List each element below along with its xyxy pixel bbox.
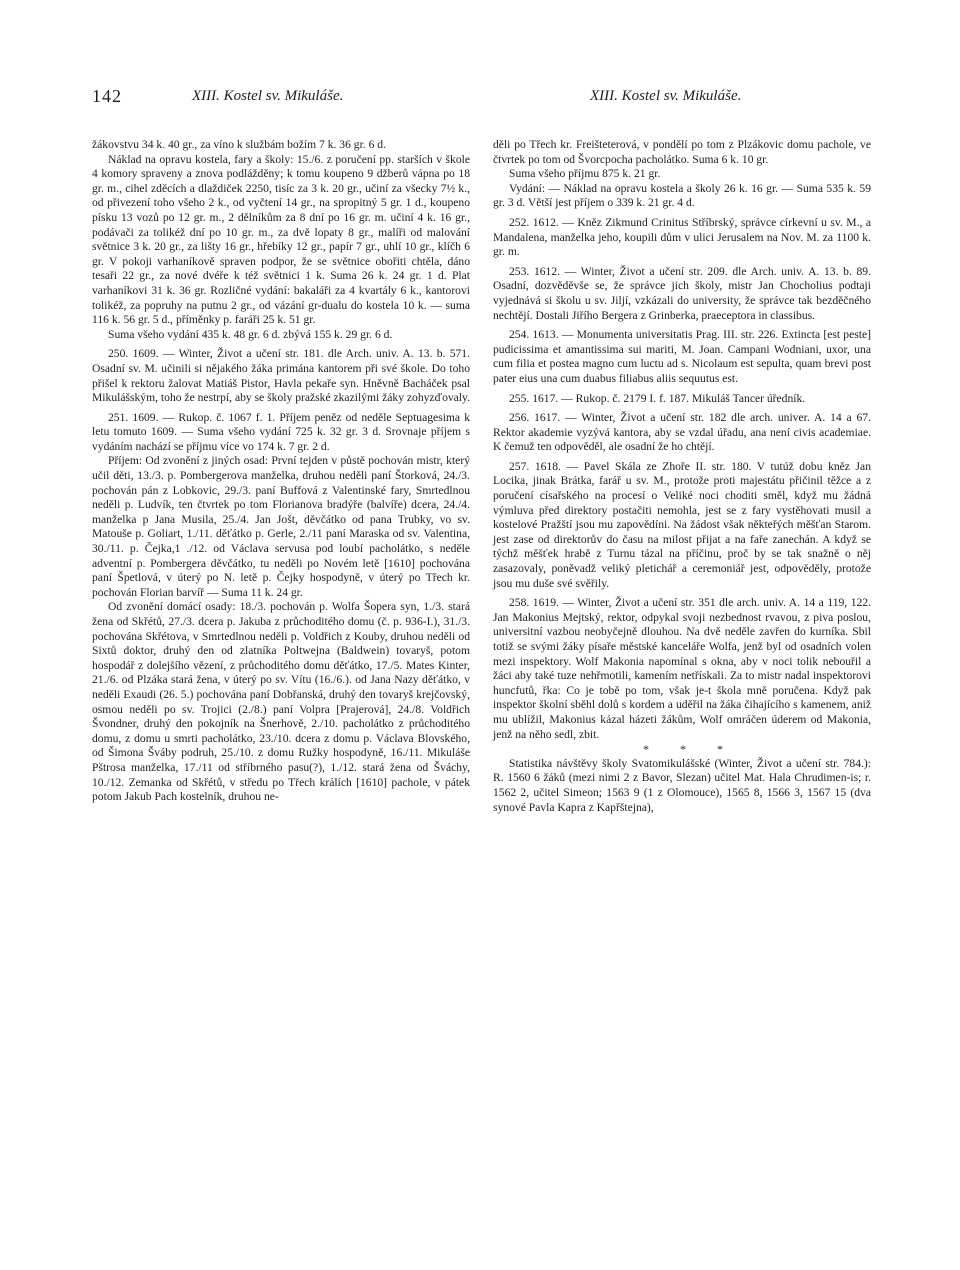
text-paragraph: Příjem: Od zvonění z jiných osad: První tejden v půstě pochován mistr, který učil děti, 13./3. p. Pombergerova manželka, druhou neděli paní Štorková, 24./3. pochován pán z Lobkovic, 29./3. paní Buffová z Valentinské fary, Smrtedlnou neděli p. Ludvík, ten čtvrtek po tom Florianova bradýře (balvíře) dcera, 24./4. manželka p Jana Musila, 25./4. Jan Jošt, děvčátko od pana Trubky, vo sv. Matouše p. Goliart, 1./11. děťátko p. Gerle, 2./11 paní Maraska od sv. Valentina, 30./11. p. Čejka,1 ./12. od Václava servusa pod loubí pacholátko, s neděle adventní p. Pombergera děvčátko, tu neděli po Novém letě [1610] pochována paní Špetlová, v úterý po N. letě p. Čejky hospodyně, v úterý po Třech kr. pochován Florian barvíř — Suma 11 k. 24 gr. (92, 454, 470, 599)
text-paragraph: 251. 1609. — Rukop. č. 1067 f. 1. Příjem peněz od neděle Septuagesima k letu tomuto 1609. — Suma všeho vydání 725 k. 32 gr. 3 d. Srovnaje příjem s vydáním nachází se příjmu více vo 174 k. 7 gr. 2 d. (92, 410, 470, 453)
text-paragraph: Od zvonění domácí osady: 18./3. pochován p. Wolfa Šopera syn, 1./3. stará žena od Skřétů, 27./3. dcera p. Jakuba z průchoditého domu (č. p. 936-I.), 31./3. pochována Skřétova, v Smrtedlnou neděli p. Voldřich z Kouby, druhou neděli od Sixtů doktor, druhý den od zlatníka Poltwejna (Baldwein) tovaryš, potom hospodář z dolejšího vězení, z průchoditého domu děťátko, 17./5. Mates Kinter, 21./6. od Plzáka stará žena, v úterý po sv. Vítu (16./6.). od Jana Nazy děťátko, v neděli Exaudi (26. 5.) pochována paní Dobřanská, druhý den tovaryš krejčovský, osmou neděli po sv. Trojici (2./8.) paní Volpra [Prajerová], 24./8. Voldřich Švondner, druhý den pokojník na Šnerhově, 2./10. pacholátko z průchoditého domu, z domu u smrti pacholátko, 23./10. dcera z domu p. Václava Blovského, od Šimona Šváby podruh, 25./10. z domu Ružky hospodyně, 16./11. Mikuláše Pštrosa manželka, 17./11 od stříbrného pasu(?), 1./12. stará žena od Šváchy, 10./12. Zemanka od Skřétů, v středu po Třech králích [1610] pachole, v pátek potom Jakub Pach kostelník, druhou ne- (92, 600, 470, 804)
section-divider-stars: * * * (643, 742, 737, 757)
text-paragraph: 253. 1612. — Winter, Život a učení str. 209. dle Arch. univ. A. 13. b. 89. Osadní, dozvěděvše se, že správce jich školy, mistr Jan Chocholius podtaji vyjednává si školu u sv. Jiljí, vzkázali do university, že správce tak bezděčného nechtějí. Dostali Jiřího Bergera z Grinberka, praeceptora in classibus. (493, 264, 871, 322)
text-paragraph: 250. 1609. — Winter, Život a učení str. 181. dle Arch. univ. A. 13. b. 571. Osadní sv. M. učinili si nějakého žáka primána kantorem při své škole. Do toho přišel k rektoru žalovat Matiáš Pistor, Havla pekaře syn. Hněvně Bacháček psal Mikulášským, toho že nestrpí, aby se školy pražské zkazilými žáky zohyzďovaly. (92, 347, 470, 405)
page-header (92, 86, 872, 116)
text-paragraph: 254. 1613. — Monumenta universitatis Prag. III. str. 226. Extincta [est peste] pudicissima et amantissima sui mariti, M. Joan. Campani Wodniani, uxor, una cum filia et postea magno cum luctu ad s. Nicolaum est sepulta, quam brevi post pater eius una cum duabus filiabus aliis sequutus est. (493, 328, 871, 385)
text-paragraph: 257. 1618. — Pavel Skála ze Zhoře II. str. 180. V tutúž dobu kněz Jan Locika, jinak Brátka, farář u sv. M., protože proti majestátu přičinil těžce a z poručení císařského na procesí o Veliké noci choditi směl, když mu žádná výmluva před direktory postačiti nemohla, jest se z fary vystěhovati musil a kostelové Pražští jsou mu zapovědíni. Na žádost však někteřých měšťan Starom. jest zase od direktorův do času na milost přijat a na faře zanechán. A když se týchž měšťek hrabě z Turnu tázal na příčinu, proč by se tak snažně o něj zasazovaly, poněvadž veliký pletichář a ceremoniář jest, odpověděly, protože jsou mu duše své svěřily. (493, 459, 871, 590)
text-paragraph: 258. 1619. — Winter, Život a učení str. 351 dle arch. univ. A. 14 a 119, 122. Jan Makonius Mejtský, rektor, odpykal svoji nezbednost rvavou, z piva poslou, universitní vazbou neobyčejně dlouhou. Na dvě neděle zavřen do kurníka. Sbil totiž se svými žáky písaře městské kanceláře Wolfa, jenž byl od osadních volen mezi inspektory. Wolf Makonia napomínal s okna, aby v noci tolik nebouřil a žáci aby také tuze nehřmotili, kamením netřískali. Za to mistr nadal inspektorovi huncfutů, řka: Co je tobě po tom, však je-t škola mně poručena. Když pak inspektor školní sběhl dolů s kordem a uděřil na žáka čihajícího s kamenem, aniž mu ublížil, Makonius kázal házeti žákům, Wolf omráčen úderem od Makonia, jenž na něho sedl, zbit. (493, 596, 871, 741)
page-number: 142 (92, 86, 122, 106)
text-paragraph: děli po Třech kr. Freišteterová, v pondělí po tom z Plzákovic domu pachole, ve čtvrtek po tom od Švorcpocha pacholátko. Suma 6 k. 10 gr. (493, 138, 871, 166)
running-title-right: XIII. Kostel sv. Mikuláše. (590, 88, 742, 104)
text-paragraph: Statistika návštěvy školy Svatomikulášské (Winter, Život a učení str. 784.): R. 1560 6 žáků (mezi nimi 2 z Bavor, Slezan) učitel Mat. Hala Chrudimen-is; r. 1562 2, učitel Simeon; 1563 9 (1 z Olomouce), 1565 8, 1566 3, 1567 15 (dva synové Pavla Kapra z Kapřštejna), (493, 756, 871, 814)
text-paragraph: Suma všeho vydání 435 k. 48 gr. 6 d. zbývá 155 k. 29 gr. 6 d. (108, 327, 393, 341)
text-paragraph: žákovstvu 34 k. 40 gr., za víno k službám božím 7 k. 36 gr. 6 d. (92, 138, 386, 151)
text-paragraph: 256. 1617. — Winter, Život a učení str. 182 dle arch. univer. A. 14 a 67. Rektor akademie vyzývá kantora, aby se vzdal úřadu, ana není civis academiae. K čemuž ten odpověděl, ale osadní že ho chtějí. (493, 411, 871, 454)
text-paragraph: Suma všeho příjmu 875 k. 21 gr. (509, 167, 661, 181)
text-paragraph: 255. 1617. — Rukop. č. 2179 I. f. 187. Mikuláš Tancer úředník. (509, 391, 806, 405)
text-paragraph: 252. 1612. — Kněz Zikmund Crinitus Stříbrský, správce církevní u sv. M., a Mandalena, manželka jeho, koupili dům v ulici Jerusalem na Nov. M. za 1100 k. gr. m. (493, 215, 871, 259)
text-paragraph: Náklad na opravu kostela, fary a školy: 15./6. z poručení pp. starších v škole 4 komory spraveny a znova podlážděny; k tomu koupeno 9 džberů vápna po 18 gr. m., cihel zděcích a dlaždiček 2250, tisíc za 3 k. 20 gr., učiní za všecky 7½ k., od přivezení toho všeho 2 k., od vyčtení 14 gr., na spropitný 5 gr. 1 d., koupeno písku 13 vozů po 12 gr. m., 2 dělníkům za 8 dní po 16 gr. m. učiní 4 k. 16 gr., podávači za tolikéž dní po 10 gr. m., za dvě lopaty 8 gr., malíři od malování světnice 3 k. 20 gr., za lišty 16 gr., hřebíky 12 gr., papír 7 gr., uhlí 10 gr., klíčh 6 gr. V pokoji varhaníkově spraven podpor, že se světnice obořiti chtěla, dáno tesaři 22 gr., za nové dvéře k též světnici 1 k. Suma 26 k. 24 gr. 1 d. Plat varhaníkovi 31 k. 36 gr. Rozličné vydání: bakaláři za 4 kvartály 6 k., kantorovi tolikéž, za popruhy na putnu 2 gr., od vázání gr-dualu do kostela 10 k. — suma 116 k. 56 gr. 5 d., příměnky p. faráři 25 k. 51 gr. (92, 152, 470, 327)
text-paragraph: Vydání: — Náklad na opravu kostela a školy 26 k. 16 gr. — Suma 535 k. 59 gr. 3 d. Větší jest příjem o 339 k. 21 gr. 4 d. (493, 181, 871, 210)
running-title-left: XIII. Kostel sv. Mikuláše. (192, 88, 344, 104)
right-column (493, 138, 871, 815)
left-column (92, 138, 470, 805)
